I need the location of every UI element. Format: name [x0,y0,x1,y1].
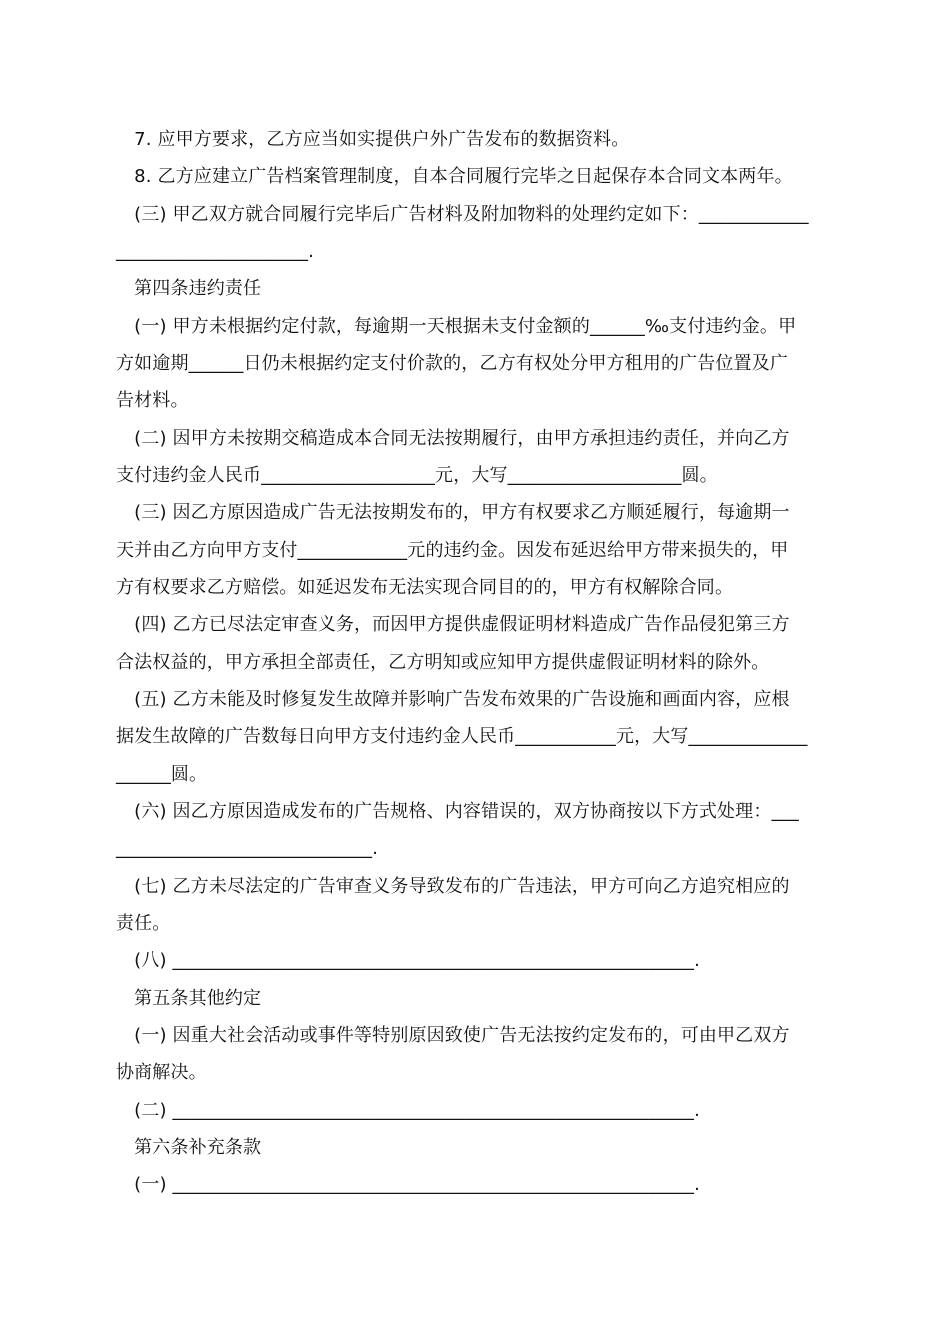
text-line: (三) 甲乙双方就合同履行完毕后广告材料及附加物料的处理约定如下：____________ [116,204,809,225]
text-line: (三) 因乙方原因造成广告无法按期发布的，甲方有权要求乙方顺延履行，每逾期一 [116,502,790,523]
text-line: (一) _________________________________________________________. [116,1174,700,1195]
text-line: _____________________. [116,241,315,262]
text-line: (二) 因甲方未按期交稿造成本合同无法按期履行，由甲方承担违约责任，并向乙方 [116,428,790,449]
text-line: ______圆。 [116,764,208,785]
text-line: (五) 乙方未能及时修复发生故障并影响广告发布效果的广告设施和画面内容，应根 [116,689,790,710]
text-line: 8. 乙方应建立广告档案管理制度，自本合同履行完毕之日起保存本合同文本两年。 [116,166,793,187]
text-line: (一) 因重大社会活动或事件等特别原因致使广告无法按约定发布的，可由甲乙双方 [116,1025,790,1046]
text-line: 方有权要求乙方赔偿。如延迟发布无法实现合同目的的，甲方有权解除合同。 [116,577,734,598]
text-line: (四) 乙方已尽法定审查义务，而因甲方提供虚假证明材料造成广告作品侵犯第三方 [116,614,790,635]
text-line: 支付违约金人民币___________________元，大写___________________圆。 [116,465,718,486]
text-line: (七) 乙方未尽法定的广告审查义务导致发布的广告违法，甲方可向乙方追究相应的 [116,876,790,897]
text-line: (六) 因乙方原因造成发布的广告规格、内容错误的，双方协商按以下方式处理：___ [116,801,799,822]
text-line: 告材料。 [116,390,189,411]
text-line: 合法权益的，甲方承担全部责任，乙方明知或应知甲方提供虚假证明材料的除外。 [116,652,770,673]
text-line: (一) 甲方未根据约定付款，每逾期一天根据未支付金额的______‰支付违约金。甲 [116,316,797,337]
text-line: 7. 应甲方要求，乙方应当如实提供户外广告发布的数据资料。 [116,129,630,150]
section-heading: 第五条其他约定 [116,988,262,1009]
text-line: 方如逾期______日仍未根据约定支付价款的，乙方有权处分甲方租用的广告位置及广 [116,353,788,374]
text-line: (八) _________________________________________________________. [116,950,700,971]
section-heading: 第六条补充条款 [116,1137,262,1158]
text-line: 责任。 [116,913,171,934]
text-line: 天并由乙方向甲方支付____________元的违约金。因发布延迟给甲方带来损失的，甲 [116,540,789,561]
section-heading: 第四条违约责任 [116,278,262,299]
text-line: (二) _________________________________________________________. [116,1100,700,1121]
text-line: 协商解决。 [116,1062,207,1083]
text-line: ____________________________. [116,838,379,859]
text-line: 据发生故障的广告数每日向甲方支付违约金人民币___________元，大写_____________ [116,726,808,747]
